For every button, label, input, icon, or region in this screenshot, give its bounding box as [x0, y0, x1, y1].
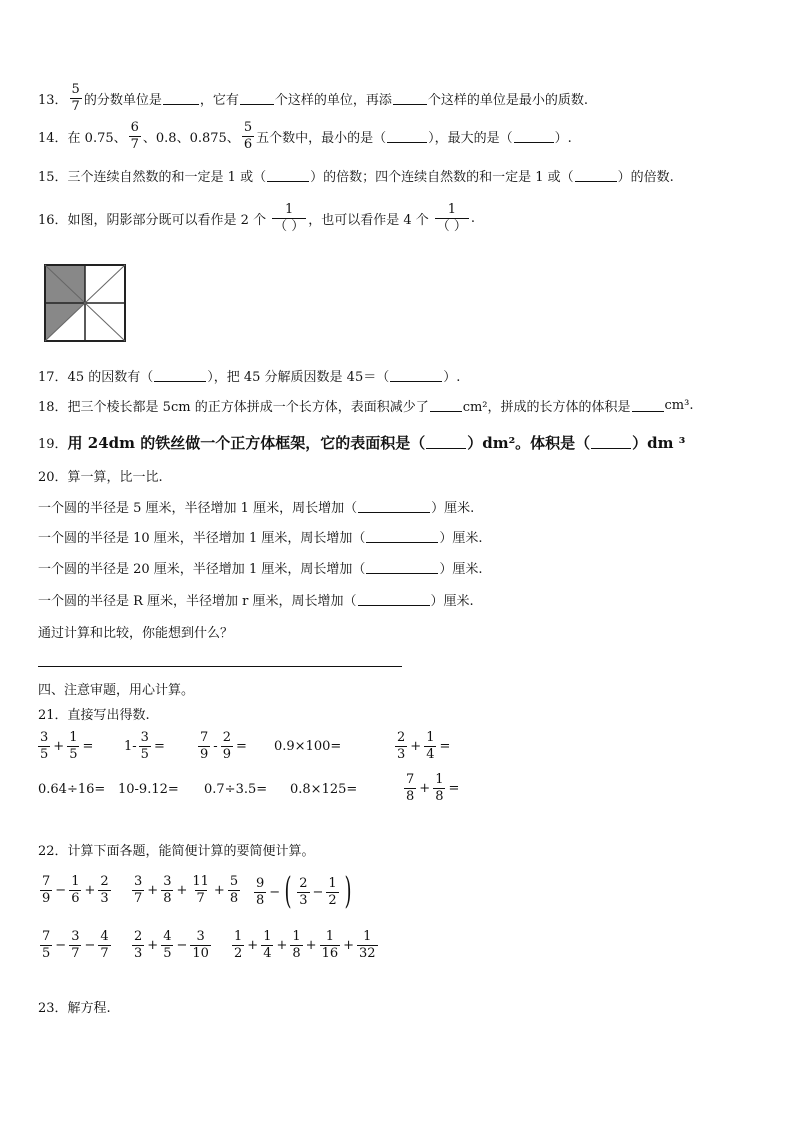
calc-item: 1- $\frac{3}{5}$ = — [124, 730, 165, 762]
q-text: 计算下面各题，能简便计算的要简便计算。 — [67, 844, 315, 859]
q-text: ，也可以看作是 4 个 — [308, 213, 429, 228]
answer-blank[interactable] — [430, 399, 462, 412]
q-number: 16． — [38, 213, 68, 228]
q-text: 三个连续自然数的和一定是 1 或（ — [67, 170, 267, 185]
section-title: 四、注意审题，用心计算。 — [38, 683, 195, 698]
q-text: 五个数中，最小的是（ — [256, 131, 387, 146]
answer-blank[interactable] — [426, 436, 466, 449]
row-tail: ）厘米. — [439, 531, 483, 546]
circle-row-2 — [38, 527, 482, 546]
calc-item: $\frac{7}{5}$ − $\frac{3}{7}$ − $\frac{4}{7}$ — [42, 929, 109, 961]
calc-item: $\frac{2}{3}$ + $\frac{4}{5}$ − $\frac{3}{10}$ — [134, 929, 209, 961]
q-number: 20． — [38, 470, 68, 485]
answer-blank[interactable] — [632, 399, 664, 412]
row-tail: ）厘米. — [431, 501, 475, 516]
calc-item: 0.9×100= — [274, 739, 342, 754]
fraction: $\frac{5}{7}$ — [71, 82, 80, 114]
q-text: 45 的因数有（ — [67, 370, 154, 385]
q-text: 算一算，比一比. — [67, 470, 163, 485]
calc-item: $\frac{3}{5}$ + $\frac{1}{5}$ = — [40, 730, 94, 762]
row-text: 一个圆的半径是 10 厘米，半径增加 1 厘米，周长增加（ — [38, 531, 366, 546]
calc-item: $\frac{7}{9}$ − $\frac{1}{6}$ + $\frac{2}{3}$ — [42, 874, 109, 906]
q-text: cm²，拼成的长方体的体积是 — [462, 400, 631, 415]
fraction: $\frac{6}{7}$ — [130, 120, 139, 152]
q-number: 17． — [38, 370, 68, 385]
calc-item: $\frac{9}{8}$ − ( $\frac{2}{3}$ − $\frac{1}{2}$ ) — [256, 871, 352, 912]
q-text: 的分数单位是 — [83, 93, 162, 108]
answer-blank[interactable] — [393, 92, 427, 105]
section-heading — [38, 679, 194, 698]
shaded-square-figure — [44, 264, 126, 342]
q-number: 23． — [38, 1001, 68, 1016]
answer-blank[interactable] — [240, 92, 274, 105]
fraction: $\frac{5}{6}$ — [243, 120, 253, 152]
calc-item: $\frac{7}{9}$ - $\frac{2}{9}$ = — [200, 730, 247, 762]
q-number: 19． — [38, 437, 68, 452]
fraction-blank[interactable]: $\frac{1}{( )}$ — [274, 202, 305, 234]
answer-blank[interactable] — [390, 369, 442, 382]
q-text: cm³. — [664, 398, 694, 413]
calc-item: 0.7÷3.5= — [204, 782, 268, 797]
q-number: 14． — [38, 131, 68, 146]
row-text: 一个圆的半径是 5 厘米，半径增加 1 厘米，周长增加（ — [38, 501, 358, 516]
q-text: ）. — [443, 370, 461, 385]
q-number: 22． — [38, 844, 68, 859]
answer-blank[interactable] — [514, 130, 554, 143]
question-16 — [38, 202, 475, 235]
q-text: ）dm²。体积是（ — [467, 434, 591, 452]
question-23 — [38, 997, 111, 1016]
question-22 — [38, 840, 315, 859]
calc-item: 0.64÷16= — [38, 782, 106, 797]
answer-blank[interactable] — [366, 530, 438, 543]
circle-row-1 — [38, 497, 474, 516]
q-number: 15． — [38, 170, 68, 185]
q-text: . — [470, 211, 476, 226]
q-text: ）的倍数；四个连续自然数的和一定是 1 或（ — [310, 170, 574, 185]
q-text: ）dm ³ — [632, 434, 686, 452]
calc-item: $\frac{2}{3}$ + $\frac{1}{4}$ = — [397, 730, 451, 762]
q-text: 把三个棱长都是 5cm 的正方体拼成一个长方体，表面积减少了 — [67, 400, 429, 415]
answer-line[interactable] — [38, 666, 402, 667]
q-text: ），最大的是（ — [428, 131, 513, 146]
answer-blank[interactable] — [154, 369, 206, 382]
calc-item: 0.8×125= — [290, 782, 358, 797]
calc-item: $\frac{3}{7}$ + $\frac{3}{8}$ + $\frac{11}{7}$ + $\frac{5}{8}$ — [134, 874, 239, 906]
row-text: 一个圆的半径是 20 厘米，半径增加 1 厘米，周长增加（ — [38, 562, 366, 577]
q-text: 直接写出得数. — [67, 708, 150, 723]
q-text: 、0.8、0.875、 — [142, 131, 240, 146]
circle-row-3 — [38, 558, 482, 577]
circle-row-4 — [38, 590, 474, 609]
question-13 — [38, 82, 588, 115]
q-text: 用 24dm 的铁丝做一个正方体框架，它的表面积是（ — [67, 434, 426, 452]
answer-blank[interactable] — [575, 169, 617, 182]
q-text: ）. — [554, 131, 572, 146]
question-18 — [38, 396, 693, 415]
answer-blank[interactable] — [387, 130, 427, 143]
q-text: 在 0.75、 — [67, 131, 127, 146]
q-text: 个这样的单位是最小的质数. — [427, 93, 589, 108]
q-text: ，它有 — [199, 93, 239, 108]
answer-blank[interactable] — [358, 500, 430, 513]
calc-item: $\frac{7}{8}$ + $\frac{1}{8}$ = — [406, 772, 460, 804]
question-20 — [38, 466, 163, 485]
fraction-blank[interactable]: $\frac{1}{( )}$ — [436, 202, 467, 234]
answer-blank[interactable] — [358, 593, 430, 606]
row-tail: ）厘米. — [439, 562, 483, 577]
answer-blank[interactable] — [267, 169, 309, 182]
answer-blank[interactable] — [591, 436, 631, 449]
q-number: 13． — [38, 93, 68, 108]
calc-item: 10-9.12= — [118, 782, 179, 797]
q-text: ）的倍数. — [617, 170, 674, 185]
answer-blank[interactable] — [163, 92, 199, 105]
row-tail: ）厘米. — [430, 594, 474, 609]
row-text: 一个圆的半径是 R 厘米，半径增加 r 厘米，周长增加（ — [38, 594, 357, 609]
calc-item: $\frac{1}{2}$ + $\frac{1}{4}$ + $\frac{1}{8}$ + $\frac{1}{16}$ + $\frac{1}{32}$ — [234, 929, 376, 961]
q-text: 解方程. — [67, 1001, 111, 1016]
answer-blank[interactable] — [366, 561, 438, 574]
q-number: 21． — [38, 708, 68, 723]
q20-reflection — [38, 622, 233, 641]
question-17 — [38, 366, 460, 385]
q-number: 18． — [38, 400, 68, 415]
q-text: ），把 45 分解质因数是 45＝（ — [207, 370, 390, 385]
question-14 — [38, 120, 572, 153]
q-text: 个这样的单位，再添 — [274, 93, 392, 108]
question-21 — [38, 704, 150, 723]
question-19 — [38, 432, 685, 453]
q-text: 如图，阴影部分既可以看作是 2 个 — [67, 213, 267, 228]
question-15 — [38, 166, 674, 185]
q-text: 通过计算和比较，你能想到什么？ — [38, 626, 234, 641]
